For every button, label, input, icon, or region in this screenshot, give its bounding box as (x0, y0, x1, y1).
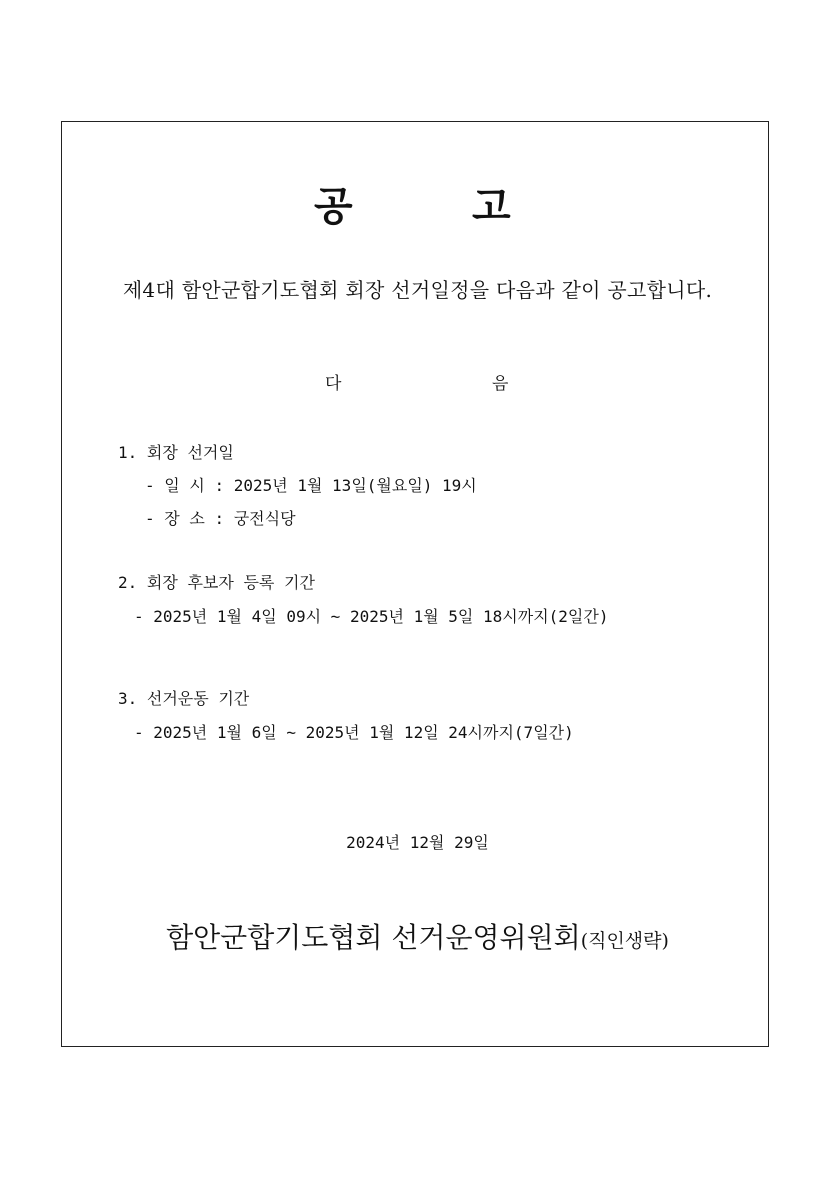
title-char-1: 공 (314, 183, 353, 230)
following-heading (0, 370, 835, 400)
section-line: - 2025년 1월 4일 09시 ~ 2025년 1월 5일 18시까지(2일간) (134, 607, 609, 626)
notice-date: 2024년 12월 29일 (346, 833, 489, 852)
notice-title (0, 182, 835, 238)
section-line: - 2025년 1월 6일 ~ 2025년 1월 12일 24시까지(7일간) (134, 723, 574, 742)
following-char-1: 다 (325, 374, 342, 394)
section-heading: 2. 회장 후보자 등록 기간 (118, 573, 315, 592)
intro-text: 제4대 함안군합기도협회 회장 선거일정을 다음과 같이 공고합니다. (122, 278, 713, 302)
organization-name: 함안군합기도협회 선거운영위원회 (166, 921, 581, 954)
section-heading: 3. 선거운동 기간 (118, 689, 250, 708)
organization-signature (0, 918, 835, 961)
section-heading: 1. 회장 선거일 (118, 443, 234, 462)
section-line: - 장 소 : 궁전식당 (145, 509, 296, 528)
section-line: - 일 시 : 2025년 1월 13일(월요일) 19시 (145, 476, 477, 495)
seal-note: (직인생략) (580, 930, 669, 952)
title-char-2: 고 (472, 183, 511, 230)
following-char-2: 음 (492, 374, 509, 394)
